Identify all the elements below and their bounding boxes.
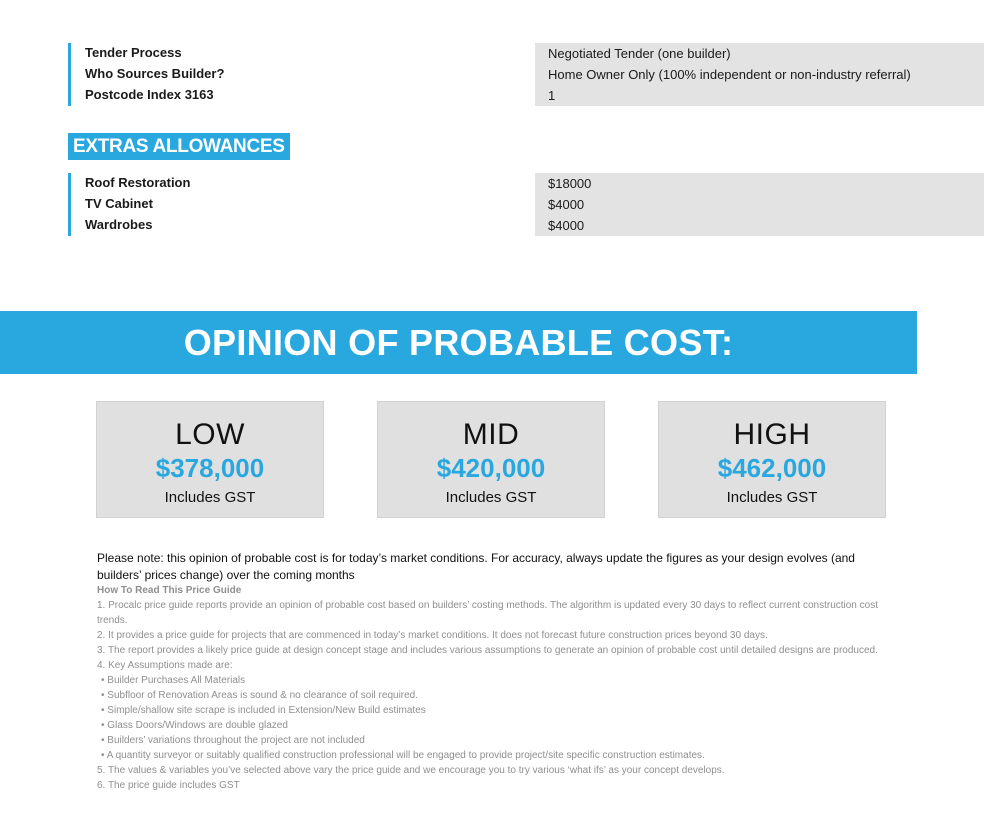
guide-heading: How To Read This Price Guide bbox=[97, 585, 242, 596]
extras-row-tv-cabinet bbox=[68, 194, 984, 215]
assumption-item: • Subfloor of Renovation Areas is sound & no clearance of soil required. bbox=[101, 690, 419, 701]
estimate-note: Includes GST bbox=[445, 489, 537, 506]
info-label: Who Sources Builder? bbox=[85, 66, 225, 81]
assumption-item: • Simple/shallow site scrape is included in Extension/New Build estimates bbox=[101, 705, 426, 716]
info-value: 1 bbox=[535, 85, 984, 106]
info-row-builder-source bbox=[68, 64, 984, 85]
info-label: Postcode Index 3163 bbox=[85, 87, 214, 102]
estimate-card-high bbox=[658, 401, 886, 518]
extras-value: $18000 bbox=[535, 173, 984, 194]
info-row-postcode bbox=[68, 85, 984, 106]
extras-label: TV Cabinet bbox=[85, 196, 153, 211]
disclaimer-intro: Please note: this opinion of probable cost is for today’s market conditions. For accuracy, always update the figures as your design evolves (and builders’ prices change) over the coming months bbox=[97, 551, 855, 582]
assumption-item: • Glass Doors/Windows are double glazed bbox=[101, 720, 288, 731]
assumption-item: • Builders’ variations throughout the project are not included bbox=[101, 735, 365, 746]
disclaimer-notes bbox=[97, 550, 897, 793]
guide-item: 1. Procalc price guide reports provide an opinion of probable cost based on builders’ costing methods. The algorithm is updated every 30 days to reflect current construction cost trends. bbox=[97, 600, 878, 626]
estimate-price: $378,000 bbox=[155, 453, 265, 483]
estimate-card-mid bbox=[377, 401, 605, 518]
estimate-note: Includes GST bbox=[726, 489, 818, 506]
extras-heading: EXTRAS ALLOWANCES bbox=[68, 133, 290, 160]
cost-banner-title: OPINION OF PROBABLE COST: bbox=[0, 311, 917, 374]
estimate-price: $420,000 bbox=[436, 453, 546, 483]
info-value: Home Owner Only (100% independent or non-industry referral) bbox=[535, 64, 984, 85]
guide-item: 5. The values & variables you’ve selected above vary the price guide and we encourage you to try various ‘what ifs’ as your concept develops. bbox=[97, 765, 725, 776]
assumption-item: • Builder Purchases All Materials bbox=[101, 675, 246, 686]
extras-table bbox=[68, 173, 984, 236]
guide-item: 3. The report provides a likely price guide at design concept stage and includes various assumptions to generate an opinion of probable cost until detailed designs are produced. bbox=[97, 645, 878, 656]
extras-value: $4000 bbox=[535, 215, 984, 236]
estimate-tier: MID bbox=[462, 418, 520, 451]
assumption-item: • A quantity surveyor or suitably qualified construction professional will be engaged to provide project/site specific construction estimates. bbox=[101, 750, 705, 761]
estimate-note: Includes GST bbox=[164, 489, 256, 506]
estimate-tier: LOW bbox=[175, 418, 245, 451]
extras-value: $4000 bbox=[535, 194, 984, 215]
estimate-card-low bbox=[96, 401, 324, 518]
info-label: Tender Process bbox=[85, 45, 182, 60]
extras-label: Wardrobes bbox=[85, 217, 153, 232]
guide-item: 6. The price guide includes GST bbox=[97, 780, 240, 791]
info-value: Negotiated Tender (one builder) bbox=[535, 43, 984, 64]
project-info-table bbox=[68, 43, 984, 106]
extras-label: Roof Restoration bbox=[85, 175, 191, 190]
estimate-price: $462,000 bbox=[717, 453, 827, 483]
extras-row-wardrobes bbox=[68, 215, 984, 236]
estimate-tier: HIGH bbox=[733, 418, 811, 451]
info-row-tender bbox=[68, 43, 984, 64]
guide-item: 4. Key Assumptions made are: bbox=[97, 660, 233, 671]
extras-row-roof bbox=[68, 173, 984, 194]
guide-item: 2. It provides a price guide for projects that are commenced in today’s market conditions. It does not forecast future construction prices beyond 30 days. bbox=[97, 630, 768, 641]
